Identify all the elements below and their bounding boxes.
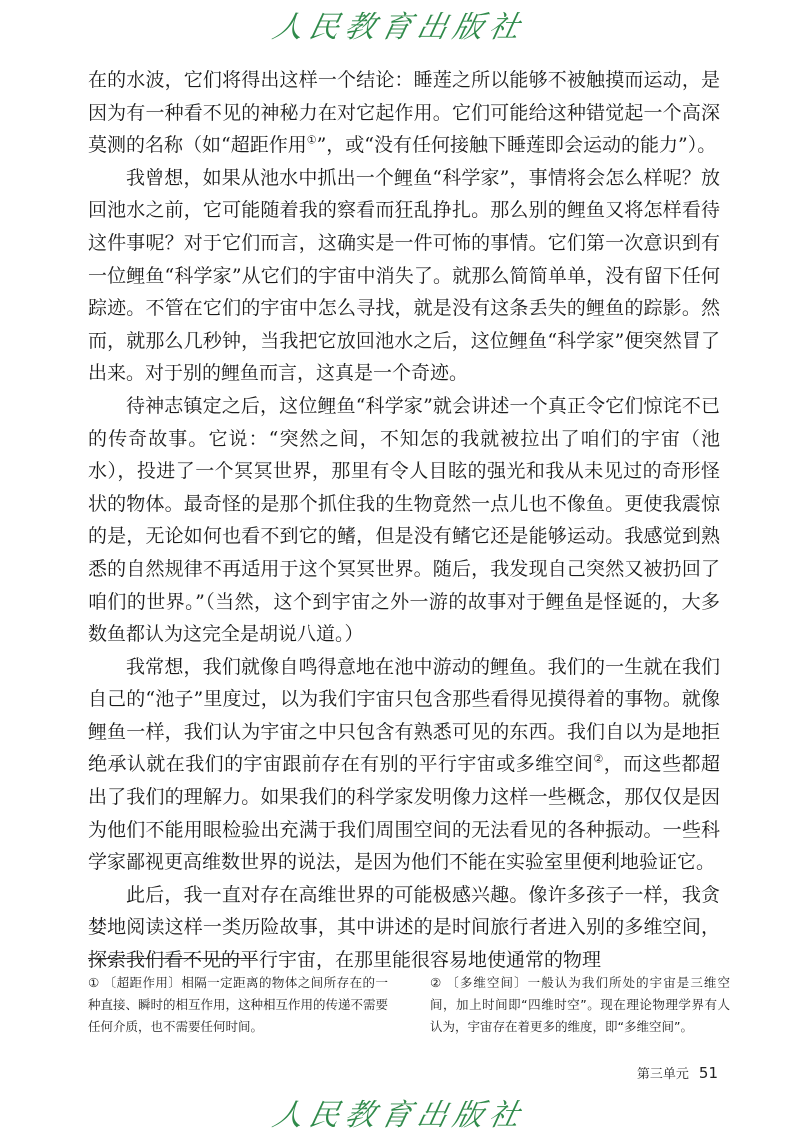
footnote-2-mark: ②	[430, 975, 443, 990]
paragraph-1	[88, 64, 720, 162]
paragraph-3: 待神志镇定之后，这位鲤鱼“科学家”就会讲述一个真正令它们惊诧不已的传奇故事。它说：“突然之间，不知怎的我就被拉出了咱们的宇宙（池水），投进了一个冥冥世界，那里有令人目眩的强光和我从未见过的奇形怪状的物体。最奇怪的是那个抓住我的生物竟然一点儿也不像鱼。更使我震惊的是，无论如何也看不到它的鳍，但是没有鳍它还是能够运动。我感觉到熟悉的自然规律不再适用于这个冥冥世界。随后，我发现自己突然又被扔回了咱们的世界。”（当然，这个到宇宙之外一游的故事对于鲤鱼是怪诞的，大多数鱼都认为这完全是胡说八道。）	[88, 394, 720, 646]
footnote-1-text: 〔超距作用〕相隔一定距离的物体之间所存在的一种直接、瞬时的相互作用，这种相互作用的传递不需要任何介质，也不需要任何时间。	[88, 975, 389, 1034]
page-number: 51	[698, 1064, 718, 1082]
main-text	[88, 64, 720, 977]
paragraph-5: 此后，我一直对存在高维世界的可能极感兴趣。像许多孩子一样，我贪婪地阅读这样一类历险故事，其中讲述的是时间旅行者进入别的多维空间，探索我们看不见的平行宇宙，在那里能很容易地使通常的物理	[88, 883, 720, 972]
footnote-2	[430, 972, 730, 1038]
footnote-ref-2[interactable]: ②	[593, 753, 604, 767]
page-footer	[637, 1063, 718, 1082]
footnote-1	[88, 972, 388, 1038]
footnote-2-text: 〔多维空间〕一般认为我们所处的宇宙是三维空间，加上时间即“四维时空”。现在理论物理学界有人认为，宇宙存在着更多的维度，即“多维空间”。	[430, 975, 730, 1034]
paragraph-1-text: 在的水波，它们将得出这样一个结论：睡莲之所以能够不被触摸而运动，是因为有一种看不见的神秘力在对它起作用。它们可能给这种错觉起一个高深莫测的名称（如“超距作用	[88, 69, 720, 157]
footnote-1-mark: ①	[88, 975, 100, 990]
paragraph-4-tail: ，而这些都超出了我们的理解力。如果我们的科学家发明像力这样一些概念，那仅仅是因为他们不能用眼检验出充满于我们周围空间的无法看见的各种振动。一些科学家鄙视更高维数世界的说法，是因为他们不能在实验室里便利地验证它。	[88, 753, 720, 874]
unit-label: 第三单元	[636, 1067, 689, 1082]
publisher-watermark-top: 人民教育出版社	[269, 10, 529, 45]
paragraph-2: 我曾想，如果从池水中抓出一个鲤鱼“科学家”，事情将会怎么样呢？放回池水之前，它可能随着我的察看而狂乱挣扎。那么别的鲤鱼又将怎样看待这件事呢？对于它们而言，这确实是一件可怖的事情。它们第一次意识到有一位鲤鱼“科学家”从它们的宇宙中消失了。就那么简简单单，没有留下任何踪迹。不管在它们的宇宙中怎么寻找，就是没有这条丢失的鲤鱼的踪影。然而，就那么几秒钟，当我把它放回池水之后，这位鲤鱼“科学家”便突然冒了出来。对于别的鲤鱼而言，这真是一个奇迹。	[88, 166, 720, 385]
paragraph-1-tail: ”，或“没有任何接触下睡莲即会运动的能力”）。	[316, 134, 717, 157]
paragraph-4	[88, 651, 720, 879]
publisher-watermark-bottom: 人民教育出版社	[269, 1098, 529, 1133]
paragraph-4-text: 我常想，我们就像自鸣得意地在池中游动的鲤鱼。我们的一生就在我们自己的“池子”里度过，以为我们宇宙只包含那些看得见摸得着的事物。就像鲤鱼一样，我们认为宇宙之中只包含有熟悉可见的东西。我们自以为是地拒绝承认就在我们的宇宙跟前存在有别的平行宇宙或多维空间	[88, 655, 720, 776]
footnote-ref-1[interactable]: ①	[306, 133, 317, 147]
footnote-divider	[88, 958, 256, 959]
